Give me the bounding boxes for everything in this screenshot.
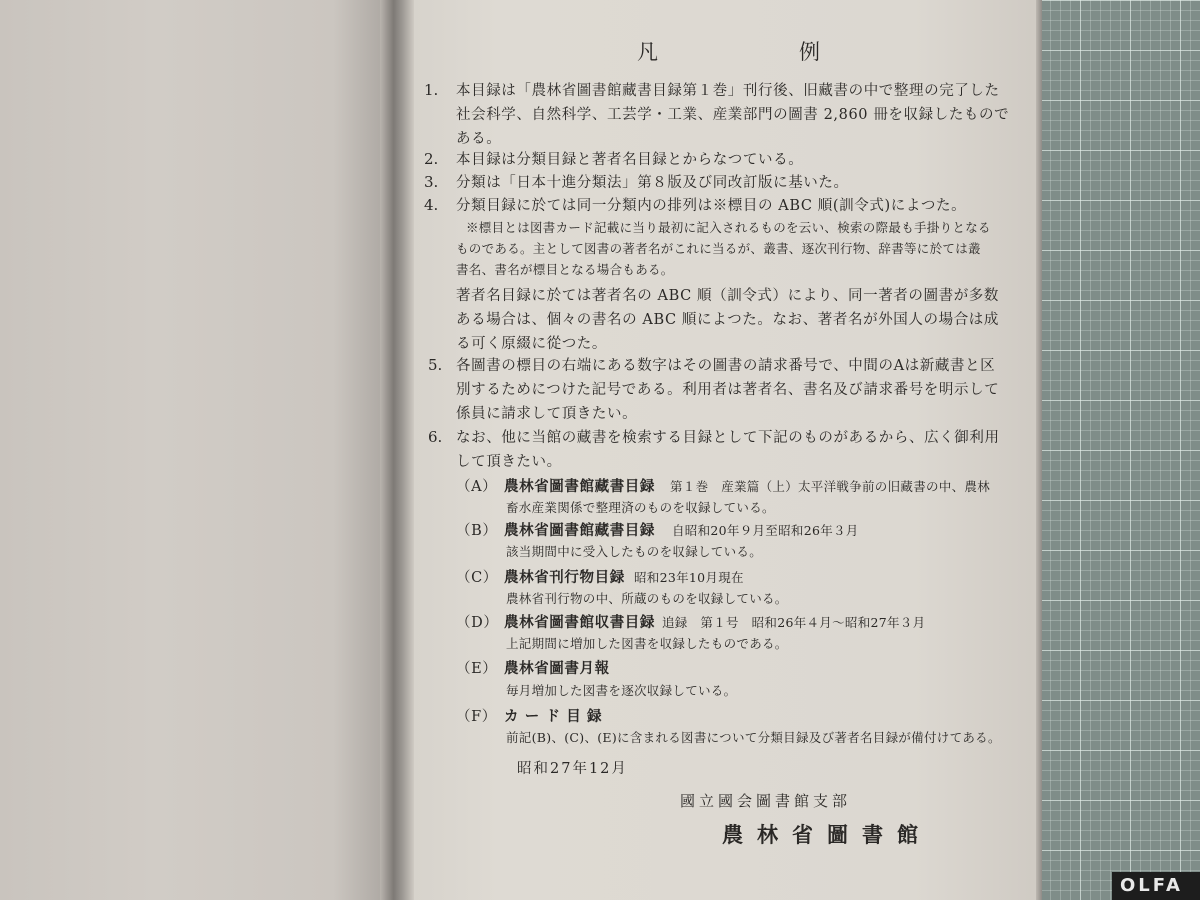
catalog-name: 農林省圖書館藏書目録 [504, 522, 655, 539]
item-4-cont-line-2: ある場合は、個々の書名の ABC 順によつた。なお、著者名が外国人の場合は成 [456, 312, 1000, 328]
item-6-line-1: なお、他に当館の藏書を検索する目録として下記のものがあるから、広く御利用 [456, 430, 1000, 446]
catalog-label: （A） [456, 479, 498, 495]
catalog-detail: 追録 第１号 昭和26年４月～昭和27年３月 [662, 615, 926, 630]
note-line-1: ※標目とは図書カード記載に当り最初に記入されるものを云い、検索の際最も手掛りとなる [466, 220, 991, 235]
item-4-cont-line-1: 著者名目録に於ては著者名の ABC 順（訓令式）により、同一著者の圖書が多数 [456, 288, 1000, 304]
item-number: 6. [428, 428, 443, 446]
catalog-label: （F） [456, 709, 497, 725]
item-number: 4. [424, 196, 439, 214]
page-edge [1036, 0, 1042, 900]
catalog-desc: 上記期間に増加した図書を収録したものである。 [506, 636, 788, 651]
catalog-desc: 農林省刊行物の中、所蔵のものを収録している。 [506, 591, 788, 606]
item-2-line-1: 本目録は分類目録と著者名目録とからなつている。 [456, 152, 804, 168]
catalog-name: カ ー ド 目 録 [504, 708, 603, 725]
note-line-2: ものである。主として図書の著者名がこれに当るが、叢書、逐次刊行物、辞書等に於ては叢 [456, 241, 981, 256]
cutting-mat [1030, 0, 1200, 900]
book-gutter [380, 0, 414, 900]
catalog-desc: 該当期間中に受入したものを収録している。 [506, 544, 763, 559]
catalog-label: （C） [456, 570, 498, 586]
item-5-line-3: 係員に請求して頂きたい。 [456, 406, 638, 422]
catalog-detail: 第１巻 産業篇（上）太平洋戦争前の旧藏書の中、農林 [670, 479, 991, 494]
item-4-line-1: 分類目録に於ては同一分類内の排列は※標目の ABC 順(訓令式)によつた。 [456, 198, 967, 214]
catalog-detail: 昭和23年10月現在 [634, 570, 744, 585]
item-6-line-2: して頂きたい。 [456, 454, 562, 470]
catalog-desc: 畜水産業関係で整理済のものを収録している。 [506, 500, 775, 515]
item-number: 5. [428, 356, 443, 374]
catalog-label: （E） [456, 661, 498, 677]
left-page [0, 0, 392, 900]
catalog-detail: 自昭和20年９月至昭和26年３月 [672, 523, 859, 538]
catalog-desc: 前記(B)、(C)、(E)に含まれる図書について分類目録及び著者名目録が備付けてある。 [506, 730, 1001, 745]
item-1-line-3: ある。 [456, 131, 502, 147]
item-number: 1. [424, 81, 439, 99]
catalog-name: 農林省刊行物目録 [504, 569, 625, 586]
publication-date: 昭和27年12月 [517, 761, 628, 777]
mat-brand-label: OLFA [1112, 872, 1200, 900]
item-5-line-2: 別するためにつけた記号である。利用者は著者名、書名及び請求番号を明示して [456, 382, 1000, 398]
item-number: 2. [424, 150, 439, 168]
catalog-label: （B） [456, 523, 498, 539]
catalog-name: 農林省圖書館収書目録 [504, 614, 655, 631]
item-1-line-1: 本目録は「農林省圖書館藏書目録第１巻」刊行後、旧藏書の中で整理の完了した [456, 83, 1000, 99]
note-line-3: 書名、書名が標目となる場合もある。 [456, 262, 674, 277]
page-title: 凡 例 [637, 40, 880, 64]
catalog-name: 農林省圖書月報 [504, 660, 610, 677]
item-3-line-1: 分類は「日本十進分類法」第８版及び同改訂版に基いた。 [456, 175, 849, 191]
catalog-desc: 毎月増加した図書を逐次収録している。 [506, 683, 737, 698]
item-4-cont-line-3: る可く原綴に從つた。 [456, 336, 607, 352]
item-1-line-2: 社会科学、自然科学、工芸学・工業、産業部門の圖書 2,860 冊を収録したもので [456, 107, 1010, 123]
item-number: 3. [424, 173, 439, 191]
signature-line-2: 農林省圖書館 [722, 822, 932, 847]
signature-line-1: 國立國会圖書館支部 [680, 792, 852, 810]
catalog-label: （D） [456, 615, 499, 631]
item-5-line-1: 各圖書の標目の右端にある数字はその圖書の請求番号で、中間のAは新藏書と区 [456, 358, 996, 374]
catalog-name: 農林省圖書館藏書目録 [504, 478, 655, 495]
